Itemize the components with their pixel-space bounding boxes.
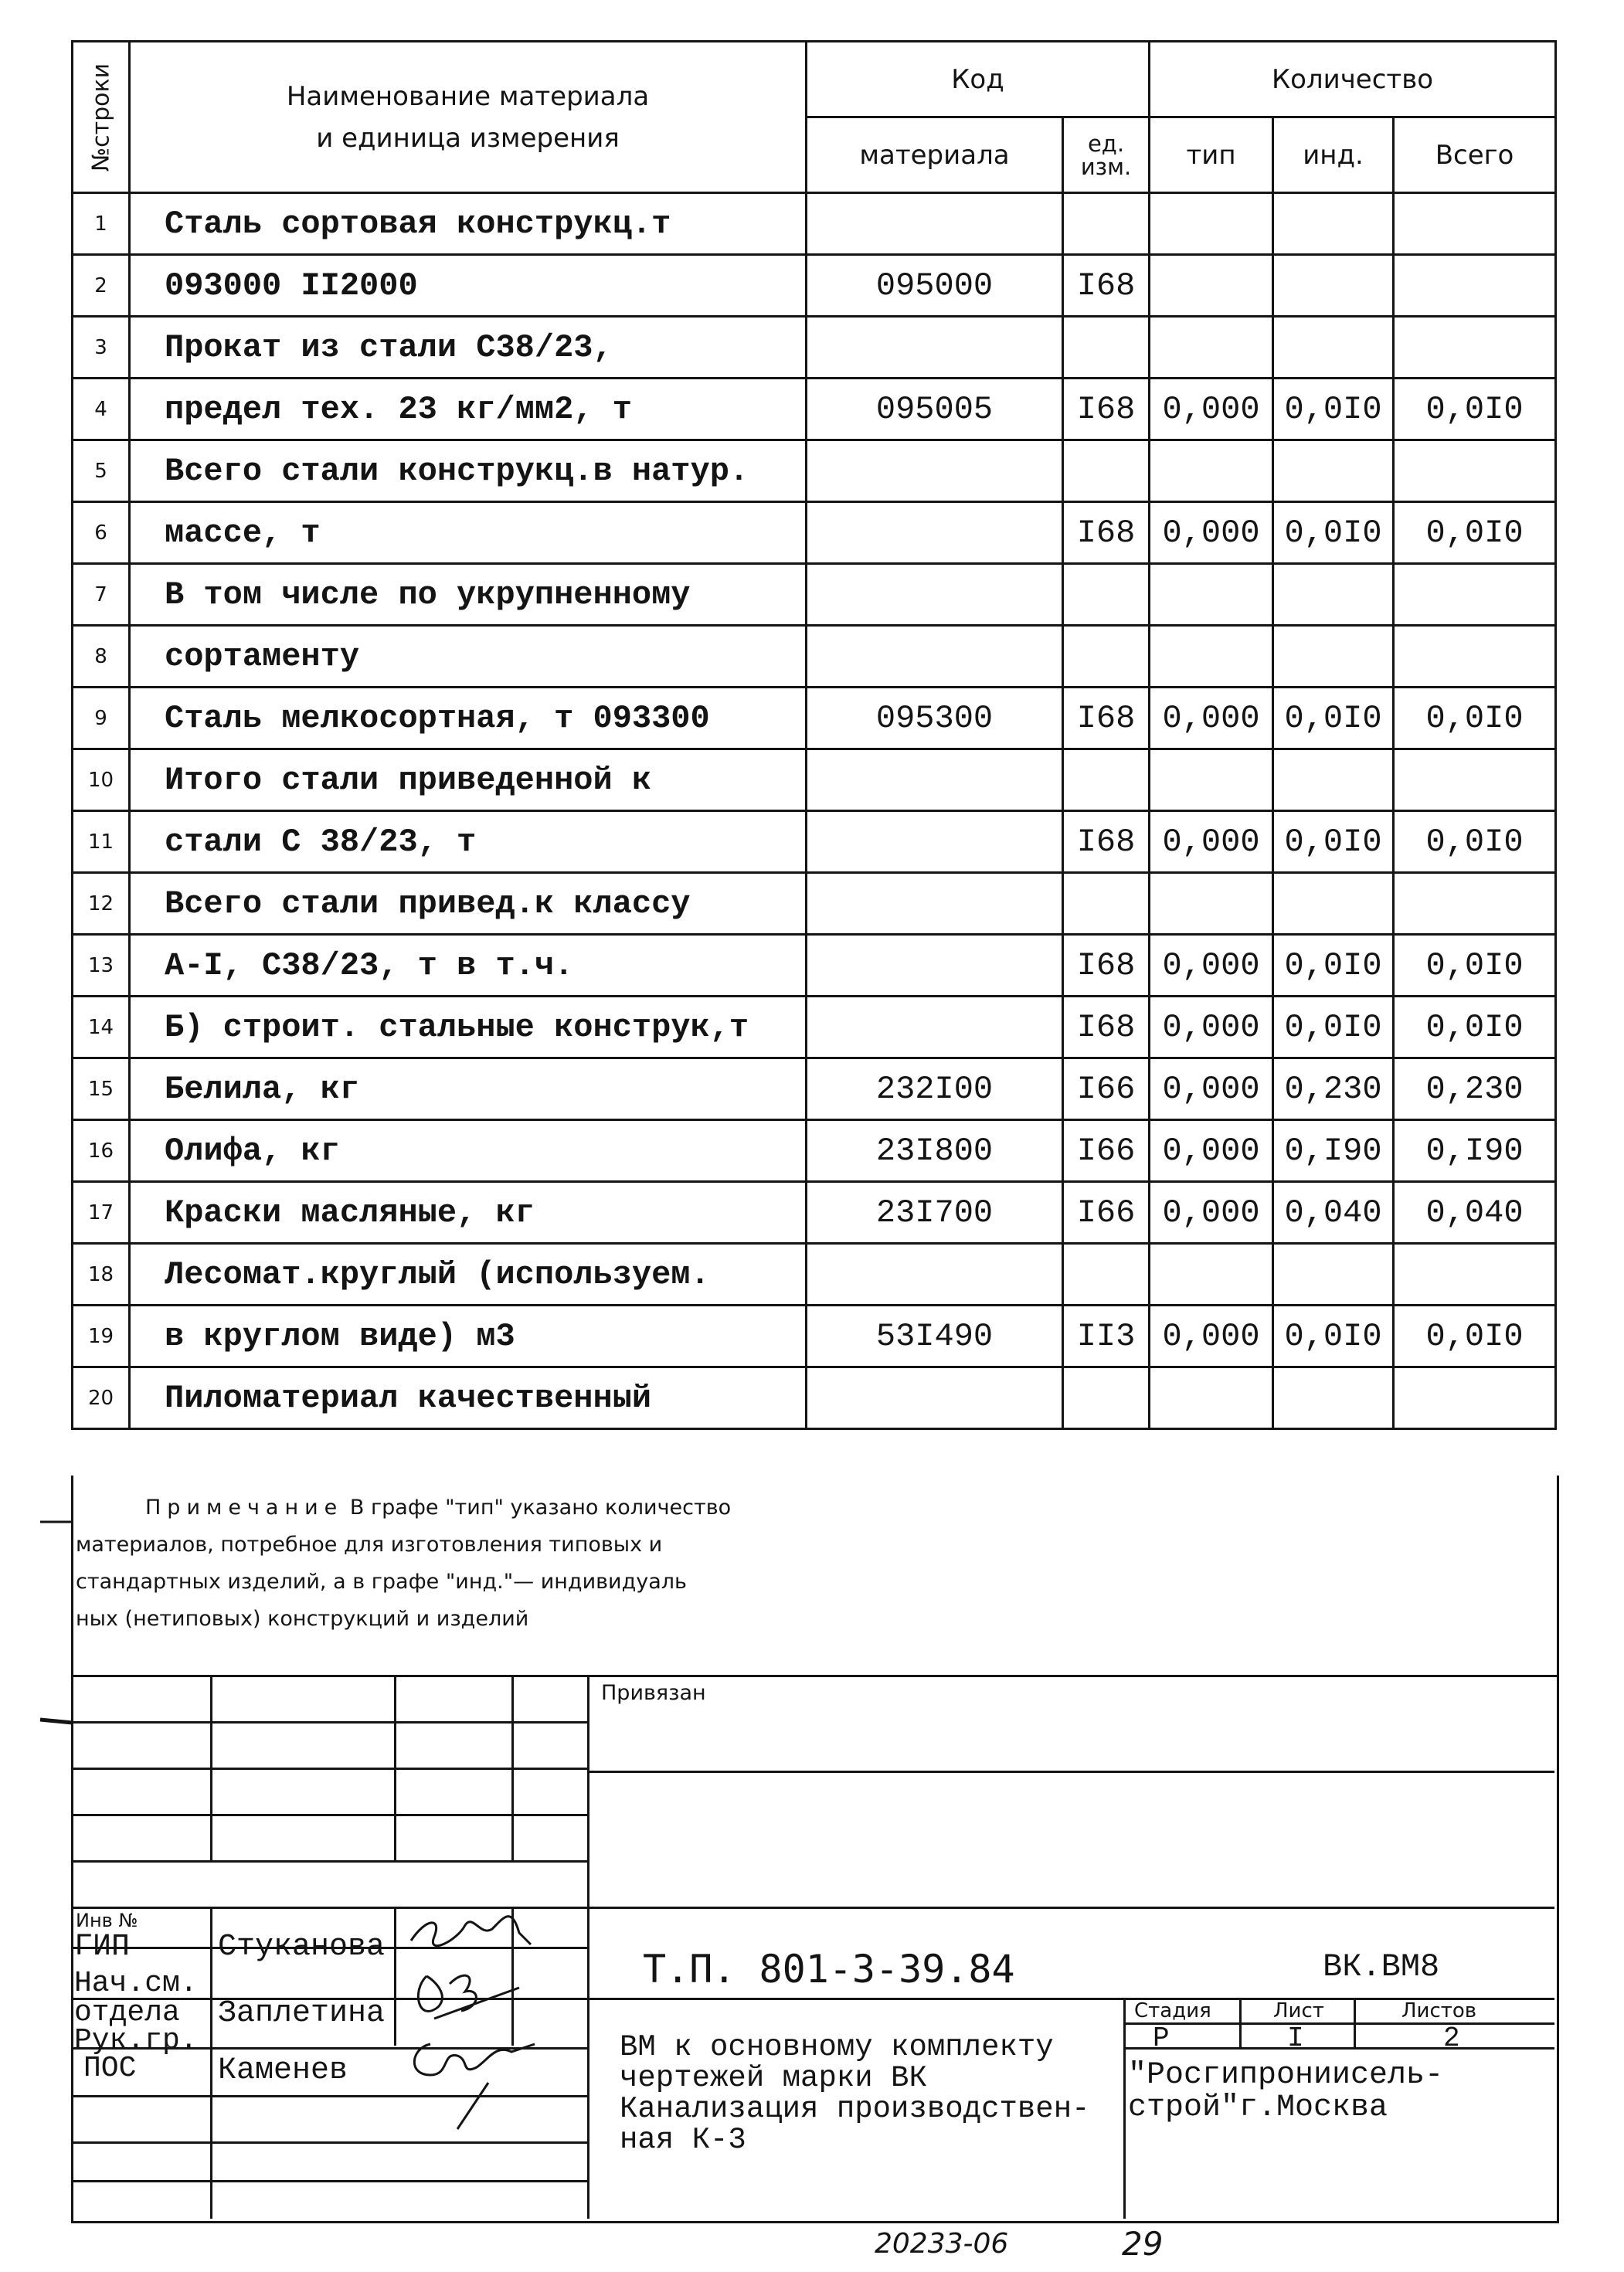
quantity-total (1394, 317, 1556, 379)
quantity-total: 0,I90 (1394, 1120, 1556, 1182)
header-row-number: №строки (73, 42, 130, 193)
material-code: 095300 (807, 688, 1063, 749)
quantity-type: 0,000 (1150, 688, 1273, 749)
material-code: 095000 (807, 255, 1063, 317)
material-name: Итого стали приведенной к (130, 749, 807, 811)
quantity-total: 0,0I0 (1394, 935, 1556, 997)
material-name: Лесомат.круглый (используем. (130, 1244, 807, 1306)
note-line-1: В графе "тип" указано количество (349, 1496, 732, 1520)
quantity-ind: 0,0I0 (1273, 935, 1394, 997)
material-name: 093000 II2000 (130, 255, 807, 317)
table-row (73, 502, 1556, 564)
unit-code: I68 (1063, 502, 1150, 564)
quantity-ind (1273, 440, 1394, 502)
quantity-ind: 0,0I0 (1273, 811, 1394, 873)
unit-code (1063, 317, 1150, 379)
row-number: 10 (73, 749, 130, 811)
note-line-2: материалов, потребное для изготовления типовых и (76, 1533, 663, 1557)
material-code (807, 502, 1063, 564)
unit-code: I68 (1063, 997, 1150, 1058)
header-material: материала (807, 117, 1063, 193)
drawing-sheet (71, 40, 1554, 2263)
signature-1-icon (403, 1902, 535, 1956)
material-name: Сталь сортовая конструкц.т (130, 193, 807, 255)
material-code (807, 749, 1063, 811)
page-number: 29 (1122, 2225, 1164, 2263)
table-row (73, 997, 1556, 1058)
material-code (807, 193, 1063, 255)
row-number: 13 (73, 935, 130, 997)
material-code (807, 811, 1063, 873)
unit-code: I68 (1063, 688, 1150, 749)
quantity-ind (1273, 1367, 1394, 1429)
materials-table (71, 40, 1557, 1430)
unit-code (1063, 193, 1150, 255)
quantity-total: 0,0I0 (1394, 1306, 1556, 1367)
unit-code: I66 (1063, 1058, 1150, 1120)
unit-code (1063, 564, 1150, 626)
quantity-ind: 0,0I0 (1273, 1306, 1394, 1367)
row-number: 16 (73, 1120, 130, 1182)
material-name: массе, т (130, 502, 807, 564)
unit-code (1063, 749, 1150, 811)
material-code (807, 1244, 1063, 1306)
sheet-label: Лист (1273, 1999, 1324, 2022)
document-title: ВМ к основному комплекту чертежей марки ВК Канализация производствен- ная К-3 (620, 2030, 1090, 2157)
table-row (73, 564, 1556, 626)
material-code: 095005 (807, 379, 1063, 440)
quantity-type: 0,000 (1150, 379, 1273, 440)
pos-label: ПОС (83, 2052, 137, 2085)
quantity-total: 0,0I0 (1394, 811, 1556, 873)
quantity-type (1150, 749, 1273, 811)
quantity-type: 0,000 (1150, 1120, 1273, 1182)
quantity-type: 0,000 (1150, 997, 1273, 1058)
head-name: Заплетина (218, 1996, 386, 2031)
material-code (807, 317, 1063, 379)
row-number: 14 (73, 997, 130, 1058)
row-number: 1 (73, 193, 130, 255)
table-row (73, 1120, 1556, 1182)
quantity-type: 0,000 (1150, 1058, 1273, 1120)
table-row (73, 1182, 1556, 1244)
note (76, 1489, 956, 1638)
material-name: стали С 38/23, т (130, 811, 807, 873)
table-row (73, 255, 1556, 317)
head-label-1: Нач.см. (74, 1967, 198, 2000)
unit-code: I68 (1063, 379, 1150, 440)
quantity-type (1150, 1367, 1273, 1429)
quantity-ind: 0,230 (1273, 1058, 1394, 1120)
material-name: Всего стали привед.к классу (130, 873, 807, 935)
row-number: 4 (73, 379, 130, 440)
material-code (807, 564, 1063, 626)
quantity-type (1150, 1244, 1273, 1306)
header-code: Код (807, 42, 1150, 117)
unit-code (1063, 1367, 1150, 1429)
header-type: тип (1150, 117, 1273, 193)
material-name: Сталь мелкосортная, т 093300 (130, 688, 807, 749)
row-number: 11 (73, 811, 130, 873)
quantity-total (1394, 193, 1556, 255)
row-number: 5 (73, 440, 130, 502)
quantity-total (1394, 564, 1556, 626)
quantity-ind: 0,0I0 (1273, 379, 1394, 440)
row-number: 9 (73, 688, 130, 749)
material-code (807, 1367, 1063, 1429)
material-name: предел тех. 23 кг/мм2, т (130, 379, 807, 440)
note-line-3: стандартных изделий, а в графе "инд."— индивидуаль (76, 1570, 687, 1594)
note-label: Примечание (145, 1496, 344, 1520)
header-quantity: Количество (1150, 42, 1556, 117)
quantity-type (1150, 255, 1273, 317)
unit-code (1063, 873, 1150, 935)
row-number: 8 (73, 626, 130, 688)
quantity-type: 0,000 (1150, 935, 1273, 997)
table-row (73, 688, 1556, 749)
quantity-total (1394, 873, 1556, 935)
quantity-ind (1273, 1244, 1394, 1306)
quantity-total (1394, 1367, 1556, 1429)
unit-code (1063, 626, 1150, 688)
row-number: 12 (73, 873, 130, 935)
quantity-total (1394, 626, 1556, 688)
table-row (73, 440, 1556, 502)
gip-name: Стуканова (218, 1930, 386, 1965)
table-row (73, 626, 1556, 688)
quantity-ind: 0,I90 (1273, 1120, 1394, 1182)
material-name: В том числе по укрупненному (130, 564, 807, 626)
quantity-ind (1273, 749, 1394, 811)
quantity-ind (1273, 626, 1394, 688)
unit-code: I68 (1063, 255, 1150, 317)
unit-code: I66 (1063, 1120, 1150, 1182)
material-code: 232I00 (807, 1058, 1063, 1120)
sheet-value: I (1287, 2022, 1304, 2054)
material-name: Б) строит. стальные конструк,т (130, 997, 807, 1058)
quantity-type (1150, 440, 1273, 502)
organization: "Росгипрониисель- строй"г.Москва (1128, 2058, 1444, 2125)
quantity-type: 0,000 (1150, 1306, 1273, 1367)
row-number: 19 (73, 1306, 130, 1367)
table-row (73, 1244, 1556, 1306)
quantity-total (1394, 255, 1556, 317)
material-code (807, 997, 1063, 1058)
header-name: Наименование материала и единица измерения (130, 42, 807, 193)
row-number: 18 (73, 1244, 130, 1306)
material-code (807, 626, 1063, 688)
material-name: Олифа, кг (130, 1120, 807, 1182)
sheets-label: Листов (1401, 1999, 1477, 2022)
material-name: Краски масляные, кг (130, 1182, 807, 1244)
group-lead-label: Рук.гр. (74, 2024, 198, 2057)
unit-code: I68 (1063, 935, 1150, 997)
quantity-total: 0,0I0 (1394, 379, 1556, 440)
material-name: Пиломатериал качественный (130, 1367, 807, 1429)
row-number: 3 (73, 317, 130, 379)
material-code (807, 873, 1063, 935)
quantity-type: 0,000 (1150, 811, 1273, 873)
margin-marks-icon (39, 1514, 77, 1746)
table-row (73, 317, 1556, 379)
material-code (807, 440, 1063, 502)
material-name: Прокат из стали С38/23, (130, 317, 807, 379)
material-name: А-I, С38/23, т в т.ч. (130, 935, 807, 997)
unit-code: I68 (1063, 811, 1150, 873)
sheets-value: 2 (1443, 2022, 1460, 2054)
head-label-2: отдела (74, 1996, 180, 2029)
quantity-type (1150, 193, 1273, 255)
table-row (73, 1058, 1556, 1120)
quantity-type (1150, 873, 1273, 935)
material-name: сортаменту (130, 626, 807, 688)
material-code: 53I490 (807, 1306, 1063, 1367)
table-row (73, 193, 1556, 255)
inventory-number-label: Инв № (76, 1910, 138, 1931)
quantity-type: 0,000 (1150, 502, 1273, 564)
header-unit: ед. изм. (1063, 117, 1150, 193)
row-number: 15 (73, 1058, 130, 1120)
document-code: Т.П. 801-3-39.84 (643, 1947, 1015, 1992)
quantity-ind (1273, 317, 1394, 379)
material-code (807, 935, 1063, 997)
archive-number: 20233-06 (875, 2228, 1009, 2260)
header-ind: инд. (1273, 117, 1394, 193)
quantity-total: 0,0I0 (1394, 688, 1556, 749)
quantity-total: 0,0I0 (1394, 997, 1556, 1058)
header-total: Всего (1394, 117, 1556, 193)
material-name: Белила, кг (130, 1058, 807, 1120)
table-row (73, 935, 1556, 997)
row-number: 6 (73, 502, 130, 564)
note-line-4: ных (нетиповых) конструкций и изделий (76, 1607, 529, 1631)
quantity-type (1150, 564, 1273, 626)
quantity-total (1394, 440, 1556, 502)
quantity-ind: 0,0I0 (1273, 997, 1394, 1058)
table-row (73, 811, 1556, 873)
unit-code (1063, 440, 1150, 502)
table-row (73, 873, 1556, 935)
quantity-total: 0,0I0 (1394, 502, 1556, 564)
quantity-ind (1273, 564, 1394, 626)
quantity-ind: 0,0I0 (1273, 688, 1394, 749)
table-row (73, 749, 1556, 811)
quantity-type (1150, 626, 1273, 688)
table-row (73, 379, 1556, 440)
unit-code: I66 (1063, 1182, 1150, 1244)
document-mark: ВК.ВМ8 (1323, 1948, 1440, 1985)
quantity-ind (1273, 255, 1394, 317)
pos-name: Каменев (218, 2053, 348, 2088)
row-number: 20 (73, 1367, 130, 1429)
quantity-total: 0,230 (1394, 1058, 1556, 1120)
quantity-total (1394, 749, 1556, 811)
quantity-type (1150, 317, 1273, 379)
stage-label: Стадия (1134, 1999, 1211, 2022)
quantity-ind (1273, 193, 1394, 255)
row-number: 17 (73, 1182, 130, 1244)
table-row (73, 1367, 1556, 1429)
material-code: 23I700 (807, 1182, 1063, 1244)
quantity-ind: 0,0I0 (1273, 502, 1394, 564)
material-name: Всего стали конструкц.в натур. (130, 440, 807, 502)
quantity-total (1394, 1244, 1556, 1306)
privyazan-label: Привязан (601, 1681, 706, 1705)
row-number: 7 (73, 564, 130, 626)
material-name: в круглом виде) м3 (130, 1306, 807, 1367)
gip-label: ГИП (74, 1930, 131, 1965)
quantity-total: 0,040 (1394, 1182, 1556, 1244)
unit-code (1063, 1244, 1150, 1306)
table-row (73, 1306, 1556, 1367)
material-code: 23I800 (807, 1120, 1063, 1182)
quantity-ind (1273, 873, 1394, 935)
quantity-ind: 0,040 (1273, 1182, 1394, 1244)
quantity-type: 0,000 (1150, 1182, 1273, 1244)
signature-3-icon (396, 2021, 550, 2137)
stage-value: Р (1153, 2022, 1170, 2054)
unit-code: II3 (1063, 1306, 1150, 1367)
row-number: 2 (73, 255, 130, 317)
